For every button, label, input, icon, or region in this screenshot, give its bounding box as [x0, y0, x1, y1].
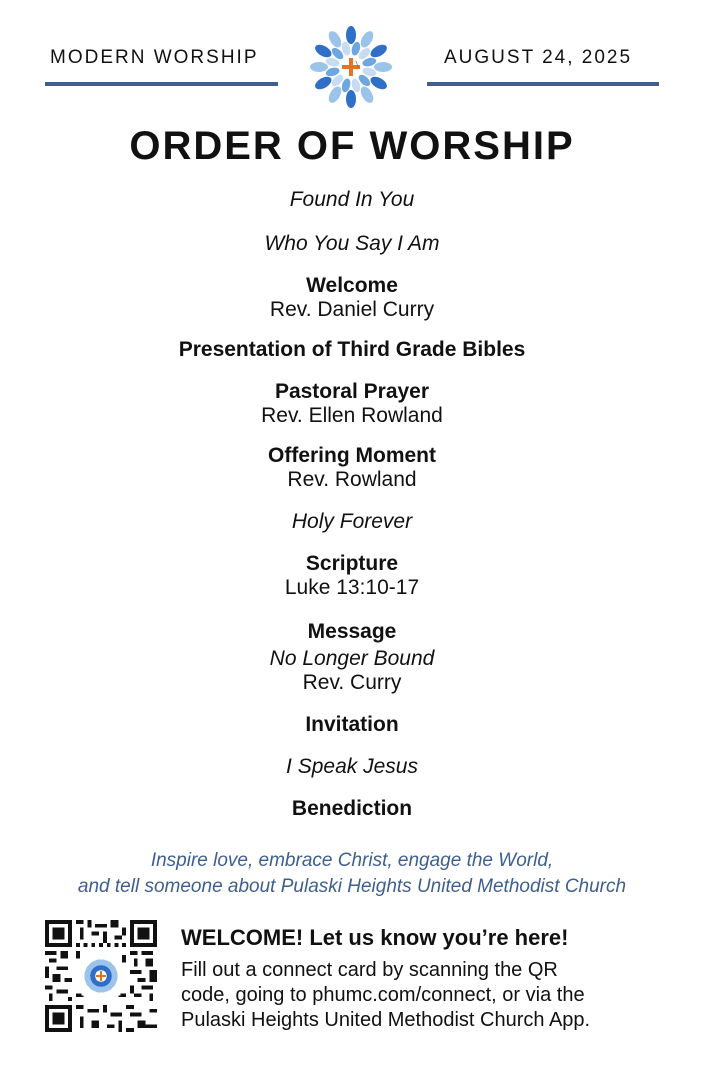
message-name: No Longer Bound [269, 647, 435, 670]
item-title: Pastoral Prayer [274, 380, 430, 403]
item-leader: Rev. Ellen Rowland [261, 404, 443, 427]
item-title: Welcome [306, 274, 398, 297]
connect-body [181, 958, 681, 1033]
item-leader: Rev. Rowland [287, 468, 417, 491]
service-date: AUGUST 24, 2025 [444, 47, 633, 68]
scripture-reference: Luke 13:10-17 [284, 576, 420, 599]
connect-title: WELCOME! Let us know you’re here! [181, 925, 569, 950]
invitation-item [0, 713, 704, 737]
mission-line-2: and tell someone about Pulaski Heights United Methodist Church [77, 876, 627, 897]
item-title: Invitation [305, 713, 399, 736]
order-of-worship-list [0, 186, 704, 837]
qr-code-icon[interactable] [45, 920, 157, 1032]
item-title: Presentation of Third Grade Bibles [178, 338, 526, 361]
item-title: Message [307, 620, 397, 643]
item-leader: Rev. Daniel Curry [269, 298, 435, 321]
page-title: ORDER OF WORSHIP [129, 124, 575, 168]
song-title: Holy Forever [291, 510, 413, 533]
message-item [0, 620, 704, 695]
song-i-speak-jesus [0, 753, 704, 781]
song-title: Who You Say I Am [264, 232, 440, 255]
song-found-in-you [0, 186, 704, 214]
cross-flame-flower-logo-icon [306, 22, 396, 112]
service-name: MODERN WORSHIP [50, 47, 259, 68]
benediction-item [0, 797, 704, 821]
mission-line-1: Inspire love, embrace Christ, engage the World, [150, 850, 554, 871]
pastoral-prayer-item [0, 380, 704, 428]
song-who-you-say-i-am [0, 230, 704, 258]
connect-line-2: code, going to phumc.com/connect, or via the [181, 984, 585, 1006]
welcome-item [0, 274, 704, 322]
item-title: Scripture [305, 552, 399, 575]
connect-section [181, 924, 681, 1033]
header-rule-left [45, 82, 278, 86]
offering-item [0, 444, 704, 492]
item-leader: Rev. Curry [302, 671, 402, 694]
mission-statement [0, 848, 704, 900]
presentation-item [0, 338, 704, 362]
connect-line-1: Fill out a connect card by scanning the QR [181, 959, 558, 981]
song-holy-forever [0, 508, 704, 536]
song-title: Found In You [289, 188, 415, 211]
scripture-item [0, 552, 704, 600]
item-title: Benediction [291, 797, 413, 820]
connect-line-3: Pulaski Heights United Methodist Church App. [181, 1009, 591, 1031]
header [0, 20, 704, 100]
header-rule-right [427, 82, 659, 86]
item-title: Offering Moment [268, 444, 436, 467]
song-title: I Speak Jesus [286, 755, 418, 778]
